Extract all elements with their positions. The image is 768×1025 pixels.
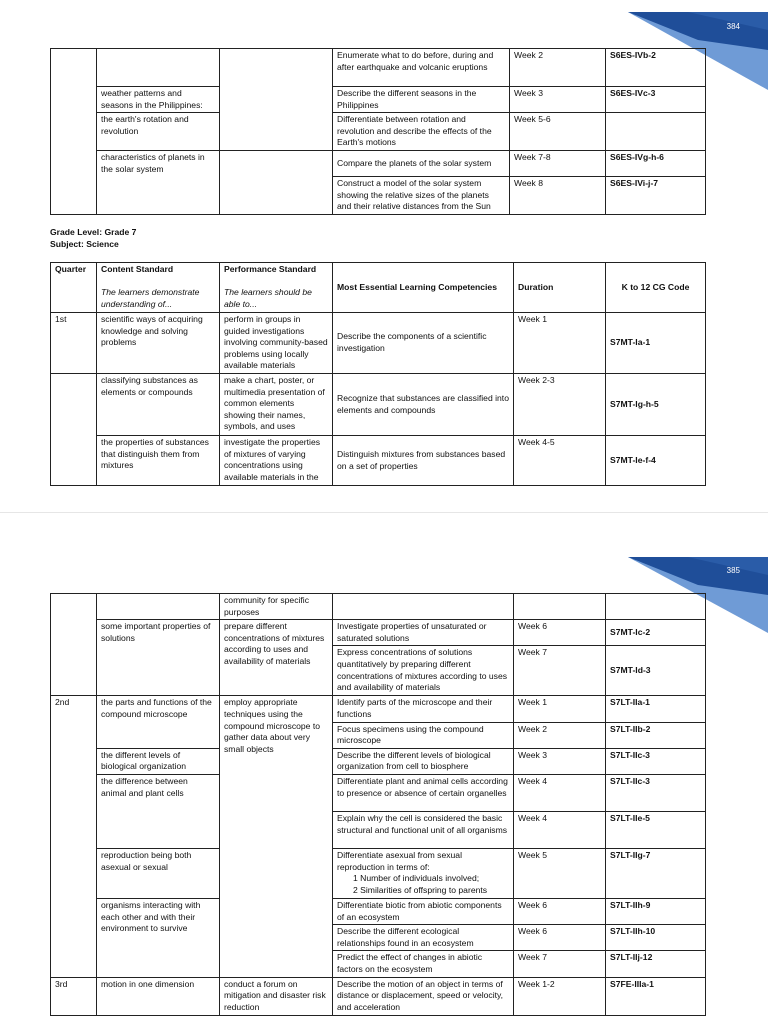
competency-cell: Differentiate plant and animal cells according to presence or absence of certain organelles (333, 774, 514, 811)
performance-cell: make a chart, poster, or multimedia presentation of common elements showing their names, symbols, and uses (220, 374, 333, 436)
table-row (51, 436, 706, 486)
header-duration: Duration (514, 263, 606, 313)
code-cell: S7LT-IIa-1 (606, 696, 706, 722)
code-cell: S7LT-IIb-2 (606, 722, 706, 748)
competency-cell: Describe the different ecological relationships found in an ecosystem (333, 925, 514, 951)
page-384 (0, 0, 768, 512)
duration-cell: Week 1 (514, 696, 606, 722)
code-cell: S6ES-IVg-h-6 (606, 150, 706, 176)
duration-cell: Week 2 (510, 49, 606, 87)
duration-cell: Week 7 (514, 951, 606, 977)
table-row (51, 898, 706, 924)
table-row (51, 620, 706, 646)
competency-cell: Describe the different levels of biological organization from cell to biosphere (333, 748, 514, 774)
content-cell: the difference between animal and plant cells (97, 774, 220, 848)
competency-cell: Focus specimens using the compound microscope (333, 722, 514, 748)
duration-cell: Week 6 (514, 620, 606, 646)
duration-cell: Week 5 (514, 848, 606, 898)
competency-cell: Explain why the cell is considered the basic structural and functional unit of all organisms (333, 811, 514, 848)
duration-cell: Week 6 (514, 925, 606, 951)
duration-cell: Week 5-6 (510, 113, 606, 151)
content-cell: reproduction being both asexual or sexual (97, 848, 220, 898)
table-row (51, 748, 706, 774)
page-number: 384 (726, 22, 740, 31)
table-header-row (51, 263, 706, 313)
code-cell: S7MT-Ie-f-4 (606, 436, 706, 486)
duration-cell: Week 3 (510, 87, 606, 113)
quarter-cell: 2nd (51, 696, 97, 977)
duration-cell: Week 1 (514, 313, 606, 374)
code-cell: S7MT-Ia-1 (606, 313, 706, 374)
header-content-standard (97, 263, 220, 313)
header-performance-sub: The learners should be able to... (224, 287, 312, 309)
performance-cell: conduct a forum on mitigation and disaster risk reduction (220, 977, 333, 1015)
table-row (51, 49, 706, 87)
header-performance-label: Performance Standard (224, 264, 317, 274)
competency-cell: Differentiate between rotation and revolution and describe the effects of the Earth's motions (333, 113, 510, 151)
header-content-label: Content Standard (101, 264, 174, 274)
table-row (51, 313, 706, 374)
table-row (51, 774, 706, 811)
quarter-cell: 3rd (51, 977, 97, 1015)
duration-cell: Week 3 (514, 748, 606, 774)
content-cell: characteristics of planets in the solar system (97, 150, 220, 214)
content-cell: weather patterns and seasons in the Philippines: (97, 87, 220, 113)
table-row (51, 594, 706, 620)
duration-cell: Week 6 (514, 898, 606, 924)
duration-cell: Week 2-3 (514, 374, 606, 436)
performance-cell: community for specific purposes (220, 594, 333, 620)
content-cell: classifying substances as elements or compounds (97, 374, 220, 436)
subject-label: Subject: Science (50, 239, 119, 249)
competency-text: Differentiate asexual from sexual reproduction in terms of: (337, 849, 462, 872)
competency-cell: Compare the planets of the solar system (333, 150, 510, 176)
competency-cell: Describe the components of a scientific investigation (333, 313, 514, 374)
table-row (51, 977, 706, 1015)
code-cell: S7MT-Id-3 (606, 646, 706, 696)
code-cell: S7LT-IIj-12 (606, 951, 706, 977)
table-row (51, 113, 706, 151)
competency-cell: Express concentrations of solutions quantitatively by preparing different concentrations of mixtures according to uses and availability of materials (333, 646, 514, 696)
content-cell: the parts and functions of the compound microscope (97, 696, 220, 748)
code-cell: S7LT-IIh-10 (606, 925, 706, 951)
competency-cell: Differentiate biotic from abiotic components of an ecosystem (333, 898, 514, 924)
content-cell: scientific ways of acquiring knowledge and solving problems (97, 313, 220, 374)
header-performance-standard (220, 263, 333, 313)
quarter-cell: 1st (51, 313, 97, 374)
table-row (51, 848, 706, 898)
performance-cell: prepare different concentrations of mixtures according to uses and availability of materials (220, 620, 333, 696)
code-cell (606, 113, 706, 151)
curriculum-table-grade7 (50, 262, 706, 486)
curriculum-table-grade6-continued (50, 48, 706, 215)
list-item: 2 Similarities of offspring to parents (353, 884, 488, 895)
table-row (51, 374, 706, 436)
code-cell: S7MT-Ig-h-5 (606, 374, 706, 436)
code-cell: S7LT-IIc-3 (606, 774, 706, 811)
competency-cell: Enumerate what to do before, during and after earthquake and volcanic eruptions (333, 49, 510, 87)
duration-cell: Week 4-5 (514, 436, 606, 486)
grade-level-label: Grade Level: Grade 7 (50, 227, 137, 237)
duration-cell: Week 7-8 (510, 150, 606, 176)
table-row (51, 696, 706, 722)
competency-cell: Describe the motion of an object in terms of distance or displacement, speed or velocity, and acceleration (333, 977, 514, 1015)
competency-cell: Construct a model of the solar system showing the relative sizes of the planets and their relative distances from the Sun (333, 176, 510, 214)
code-cell: S7MT-Ic-2 (606, 620, 706, 646)
duration-cell: Week 8 (510, 176, 606, 214)
code-cell: S7FE-IIIa-1 (606, 977, 706, 1015)
curriculum-table-grade7-continued (50, 593, 706, 1016)
competency-cell: Describe the different seasons in the Philippines (333, 87, 510, 113)
content-cell: the earth's rotation and revolution (97, 113, 220, 151)
duration-cell: Week 4 (514, 811, 606, 848)
page-385 (0, 512, 768, 1025)
competency-cell: Distinguish mixtures from substances based on a set of properties (333, 436, 514, 486)
table-row (51, 87, 706, 113)
content-cell: some important properties of solutions (97, 620, 220, 696)
performance-cell: employ appropriate techniques using the compound microscope to gather data about very small objects (220, 696, 333, 977)
page-number: 385 (726, 566, 740, 575)
competency-cell (333, 848, 514, 898)
code-cell: S7LT-IIc-3 (606, 748, 706, 774)
duration-cell: Week 2 (514, 722, 606, 748)
code-cell: S7LT-IIe-5 (606, 811, 706, 848)
content-cell: organisms interacting with each other and with their environment to survive (97, 898, 220, 977)
list-item: 1 Number of individuals involved; (353, 873, 480, 884)
table-row (51, 150, 706, 176)
header-quarter: Quarter (51, 263, 97, 313)
code-cell: S7LT-IIh-9 (606, 898, 706, 924)
header-competencies: Most Essential Learning Competencies (333, 263, 514, 313)
duration-cell: Week 7 (514, 646, 606, 696)
duration-cell: Week 1-2 (514, 977, 606, 1015)
code-cell: S6ES-IVb-2 (606, 49, 706, 87)
competency-cell: Recognize that substances are classified into elements and compounds (333, 374, 514, 436)
content-cell: the properties of substances that distinguish them from mixtures (97, 436, 220, 486)
code-cell: S6ES-IVc-3 (606, 87, 706, 113)
header-code: K to 12 CG Code (606, 263, 706, 313)
competency-cell: Investigate properties of unsaturated or saturated solutions (333, 620, 514, 646)
code-cell: S7LT-IIg-7 (606, 848, 706, 898)
duration-cell: Week 4 (514, 774, 606, 811)
content-cell: the different levels of biological organization (97, 748, 220, 774)
competency-cell: Predict the effect of changes in abiotic factors on the ecosystem (333, 951, 514, 977)
performance-cell: investigate the properties of mixtures of varying concentrations using available materials in the (220, 436, 333, 486)
code-cell: S6ES-IVi-j-7 (606, 176, 706, 214)
performance-cell: perform in groups in guided investigations involving community-based problems using locally available materials (220, 313, 333, 374)
competency-cell: Identify parts of the microscope and their functions (333, 696, 514, 722)
header-content-sub: The learners demonstrate understanding of... (101, 287, 200, 309)
content-cell: motion in one dimension (97, 977, 220, 1015)
